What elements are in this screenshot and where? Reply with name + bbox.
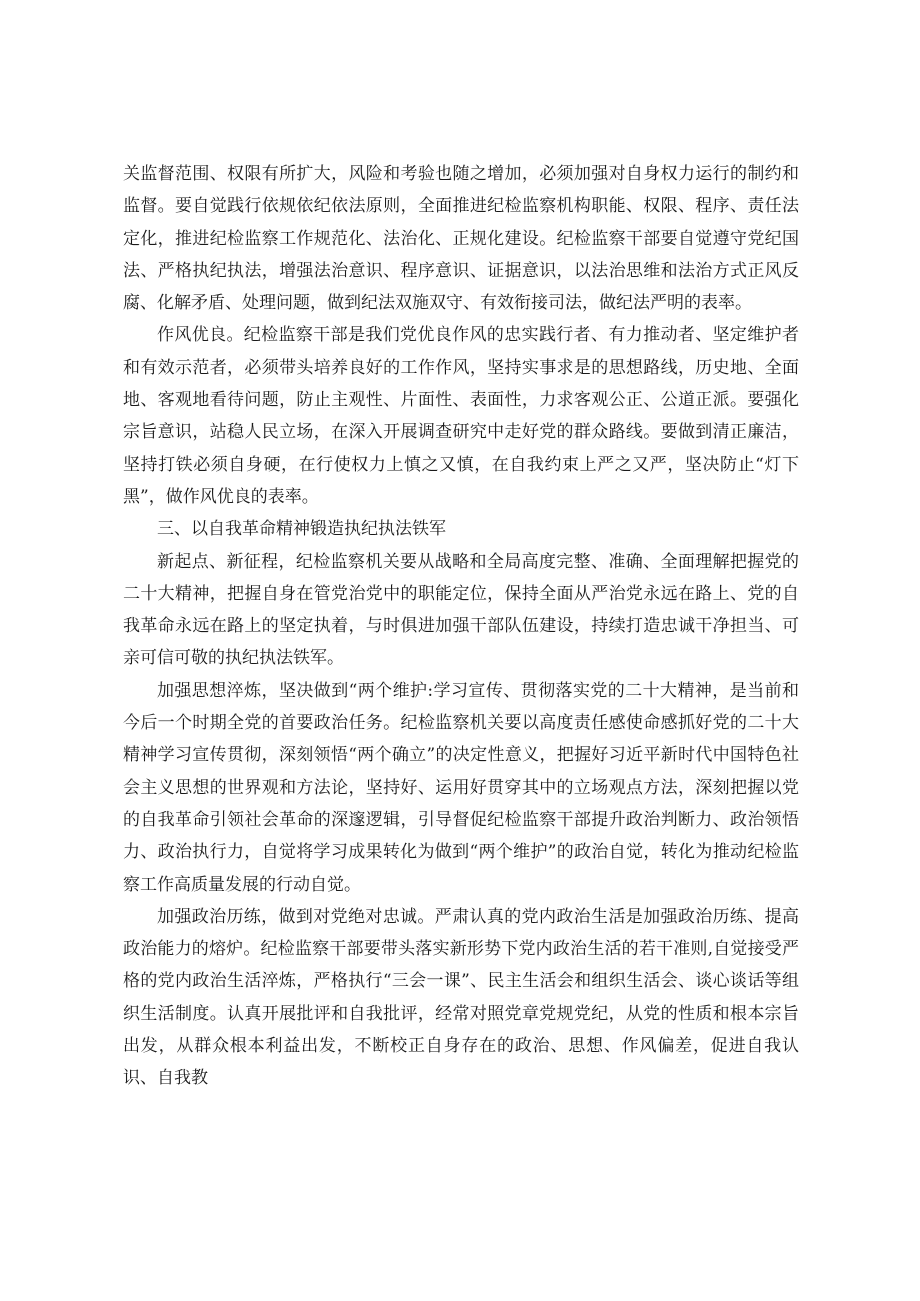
section-heading-three: 三、以自我革命精神锻造执纪执法铁军 bbox=[157, 519, 446, 540]
paragraph-continuation: 关监督范围、权限有所扩大，风险和考验也随之增加，必须加强对自身权力运行的制约和监督。要自觉践行依规依纪依法原则，全面推进纪检监察机构职能、权限、程序、责任法定化，推进纪检监察工作规范化、法治化、正规化建设。纪检监察干部要自觉遵守党纪国法、严格执纪执法，增强法治意识、程序意识、证据意识，以法治思维和法治方式正风反腐、化解矛盾、处理问题，做到纪法双施双守、有效衔接司法，做纪法严明的表率。 bbox=[123, 164, 799, 314]
paragraph-work-style: 作风优良。纪检监察干部是我们党优良作风的忠实践行者、有力推动者、坚定维护者和有效示范者，必须带头培养良好的工作作风，坚持实事求是的思想路线，历史地、全面地、客观地看待问题，防止主观性、片面性、表面性，力求客观公正、公道正派。要强化宗旨意识，站稳人民立场，在深入开展调查研究中走好党的群众路线。要做到清正廉洁，坚持打铁必须自身硬，在行使权力上慎之又慎，在自我约束上严之又严，坚决防止“灯下黑”，做作风优良的表率。 bbox=[123, 325, 799, 507]
document-body bbox=[123, 158, 799, 1095]
paragraph-ideological-tempering: 加强思想淬炼，坚决做到“两个维护:学习宣传、贯彻落实党的二十大精神，是当前和今后一个时期全党的首要政治任务。纪检监察机关要以高度责任感使命感抓好党的二十大精神学习宣传贯彻，深刻领悟“两个确立”的决定性意义，把握好习近平新时代中国特色社会主义思想的世界观和方法论，坚持好、运用好贯穿其中的立场观点方法，深刻把握以党的自我革命引领社会革命的深邃逻辑，引导督促纪检监察干部提升政治判断力、政治领悟力、政治执行力，自觉将学习成果转化为做到“两个维护”的政治自觉，转化为推动纪检监察工作高质量发展的行动自觉。 bbox=[123, 680, 799, 895]
paragraph-political-training: 加强政治历练，做到对党绝对忠诚。严肃认真的党内政治生活是加强政治历练、提高政治能力的熔炉。纪检监察干部要带头落实新形势下党内政治生活的若干准则,自觉接受严格的党内政治生活淬炼，严格执行“三会一课”、民主生活会和组织生活会、谈心谈话等组织生活制度。认真开展批评和自我批评，经常对照党章党规党纪，从党的性质和根本宗旨出发，从群众根本利益出发，不断校正自身存在的政治、思想、作风偏差，促进自我认识、自我教 bbox=[123, 906, 799, 1089]
paragraph-new-journey: 新起点、新征程，纪检监察机关要从战略和全局高度完整、准确、全面理解把握党的二十大精神，把握自身在管党治党中的职能定位，保持全面从严治党永远在路上、党的自我革命永远在路上的坚定执着，与时俱进加强干部队伍建设，持续打造忠诚干净担当、可亲可信可敬的执纪执法铁军。 bbox=[123, 551, 799, 669]
